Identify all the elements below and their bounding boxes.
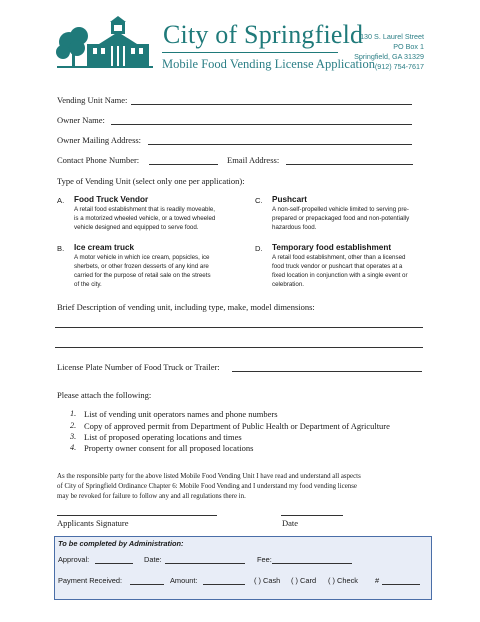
statement-line-3: may be revoked for failure to follow any and all regulations there in. [57,493,246,500]
signature-field[interactable] [57,515,217,516]
card-option[interactable]: ( ) Card [291,576,317,585]
city-hall-logo [55,14,155,74]
option-c-letter: C. [255,196,263,205]
license-plate-field[interactable] [232,371,422,372]
date-field[interactable] [281,515,343,516]
approval-field[interactable] [95,563,133,564]
owner-name-field[interactable] [111,124,412,125]
option-b-desc-3: carried for the purpose of retail sale on the streets [74,272,211,279]
option-b-desc-1: A motor vehicle in which ice cream, popsicles, ice [74,254,210,261]
option-b-desc-2: sherbets, or other frozen desserts of any kind are [74,263,209,270]
check-number-field[interactable] [382,584,420,585]
option-c-desc-2: prepared or prepackaged food and non-potentially [272,215,410,222]
amount-field[interactable] [203,584,245,585]
license-plate-label: License Plate Number of Food Truck or Trailer: [57,362,220,372]
payment-received-label: Payment Received: [58,576,123,585]
owner-mailing-address-label: Owner Mailing Address: [57,135,142,145]
option-b-desc-4: of the city. [74,281,102,288]
city-title: City of Springfield [163,20,364,49]
option-a-desc-3: vehicle designed and equipped to serve food. [74,224,199,231]
option-c-desc-1: A non-self-propelled vehicle limited to serving pre- [272,206,409,213]
option-a-desc-1: A retail food establishment that is readily moveable, [74,206,216,213]
option-a-desc-2: is a motorized wheeled vehicle, or a towed wheeled [74,215,216,222]
attachment-1-text: List of vending unit operators names and phone numbers [84,409,278,419]
address-line-2: PO Box 1 [393,42,424,51]
address-line-3: Springfield, GA 31329 [354,52,424,61]
amount-label: Amount: [170,576,198,585]
email-label: Email Address: [227,155,280,165]
option-a-letter: A. [57,196,65,205]
phone-number: (912) 754-7617 [374,62,424,71]
attachment-4-text: Property owner consent for all proposed locations [84,443,254,453]
contact-phone-field[interactable] [149,164,218,165]
signature-label: Applicants Signature [57,518,129,528]
payment-received-field[interactable] [130,584,164,585]
application-title: Mobile Food Vending License Application [162,57,375,71]
option-d-desc-3: fixed location in conjunction with a single event or [272,272,408,279]
owner-mailing-address-field[interactable] [148,144,412,145]
fee-label: Fee: [257,555,272,564]
header-divider [162,52,338,53]
date-label: Date [282,518,299,528]
attachment-1-number: 1. [70,409,77,418]
address-line-1: 130 S. Laurel Street [360,32,424,41]
option-d-letter: D. [255,244,263,253]
option-c-desc-3: hazardous food. [272,224,317,231]
email-field[interactable] [286,164,413,165]
vending-unit-name-field[interactable] [131,104,412,105]
option-b-letter: B. [57,244,65,253]
option-d-desc-1: A retail food establishment, other than a licensed [272,254,406,261]
contact-phone-label: Contact Phone Number: [57,155,140,165]
description-line-2[interactable] [55,347,423,348]
option-d-title[interactable]: Temporary food establishment [272,243,392,252]
check-number-label: # [375,576,380,585]
admin-date-label: Date: [144,555,162,564]
admin-date-field[interactable] [165,563,245,564]
description-line-1[interactable] [55,327,423,328]
attachment-3-text: List of proposed operating locations and times [84,432,242,442]
attach-prompt: Please attach the following: [57,390,152,400]
owner-name-label: Owner Name: [57,115,105,125]
vending-unit-name-label: Vending Unit Name: [57,95,128,105]
attachment-2-text: Copy of approved permit from Department of Public Health or Department of Agriculture [84,421,390,431]
administration-heading: To be completed by Administration: [58,539,184,548]
vending-type-prompt: Type of Vending Unit (select only one per application): [57,176,245,186]
option-c-title[interactable]: Pushcart [272,195,308,204]
attachment-4-number: 4. [70,443,77,452]
fee-field[interactable] [272,563,352,564]
check-option[interactable]: ( ) Check [328,576,358,585]
attachment-2-number: 2. [70,421,77,430]
cash-option[interactable]: ( ) Cash [254,576,281,585]
statement-line-1: As the responsible party for the above listed Mobile Food Vending Unit I have read and understand all aspects [57,473,361,480]
option-d-desc-2: food truck vendor or pushcart that operates at a [272,263,403,270]
option-a-title[interactable]: Food Truck Vendor [74,195,149,204]
attachment-3-number: 3. [70,432,77,441]
statement-line-2: of City of Springfield Ordinance Chapter 6: Mobile Food Vending and I understand my food vending license [57,483,357,490]
approval-label: Approval: [58,555,90,564]
option-b-title[interactable]: Ice cream truck [74,243,135,252]
description-prompt: Brief Description of vending unit, including type, make, model dimensions: [57,302,315,312]
option-d-desc-4: celebration. [272,281,304,288]
